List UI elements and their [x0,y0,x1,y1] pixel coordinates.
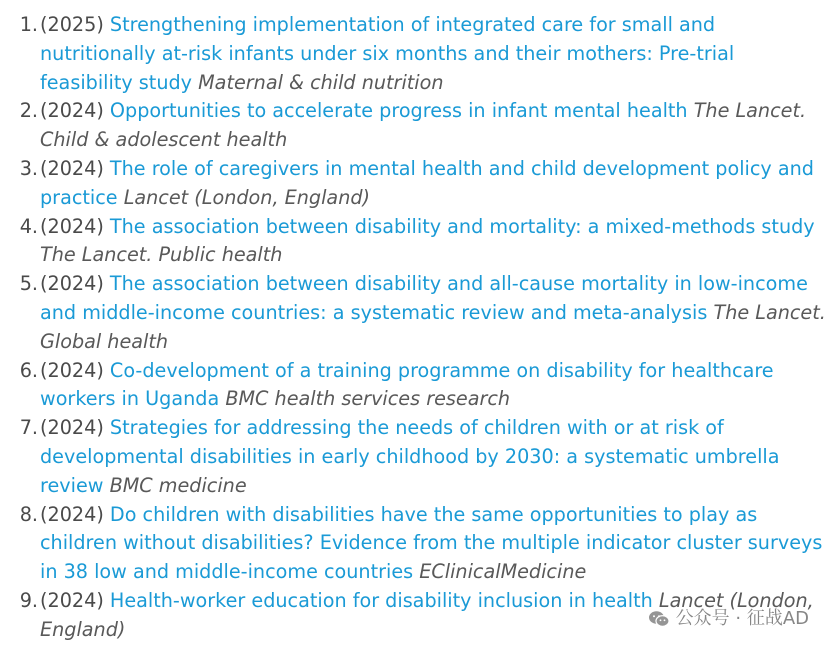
journal-name: Lancet (London, England) [40,588,814,641]
publication-item [0,97,835,155]
publication-item [0,270,835,356]
publication-year: (2025) [40,13,104,36]
publication-year: (2024) [40,358,104,382]
item-number: 7. [19,416,38,440]
publication-item [0,155,835,213]
publication-year: (2024) [40,588,104,612]
item-number: 1. [19,13,38,36]
publication-title-link[interactable]: Opportunities to accelerate progress in infant mental health [109,99,688,123]
journal-name: Lancet (London, England) [123,185,371,209]
item-number: 2. [19,99,38,123]
item-number: 6. [19,358,38,382]
journal-name: BMC medicine [109,473,247,497]
publication-year: (2024) [40,156,104,180]
publication-title-link[interactable]: Strengthening implementation of integrated care for small and nutritionally at-risk infants under six months and their mothers: Pre-trial feasibility study [40,13,735,94]
item-number: 3. [19,156,38,180]
publication-item [0,414,835,500]
publication-item [0,213,835,271]
publication-year: (2024) [40,502,104,526]
publication-title-link[interactable]: The association between disability and mortality: a mixed-methods study [109,214,815,238]
journal-name: BMC health services research [225,387,511,411]
publication-item [0,357,835,415]
watermark [648,608,809,630]
publication-title-link[interactable]: Strategies for addressing the needs of children with or at risk of developmental disabilities in early childhood by 2030: a systematic umbrella review [40,416,780,497]
item-number: 4. [19,214,38,238]
publication-title-link[interactable]: The association between disability and all-cause mortality in low-income and middle-income countries: a systematic review and meta-analysis [40,272,808,324]
journal-name: The Lancet. Global health [40,300,826,353]
publication-year: (2024) [40,272,104,296]
journal-name: The Lancet. Child & adolescent health [40,99,807,152]
item-number: 5. [19,272,38,296]
journal-name: The Lancet. Public health [40,243,283,267]
item-number: 8. [19,502,38,526]
publication-title-link[interactable]: Health-worker education for disability inclusion in health [109,588,653,612]
journal-name: Maternal & child nutrition [198,70,444,94]
publication-year: (2024) [40,416,104,440]
item-number: 9. [19,588,38,612]
publication-title-link[interactable]: Do children with disabilities have the same opportunities to play as children without disabilities? Evidence from the multiple indicator cluster surveys in 38 low and middle-income countries [40,502,823,584]
publication-item [0,11,835,97]
publication-year: (2024) [40,99,104,123]
publication-year: (2024) [40,214,104,238]
watermark-text: 公众号 · 征战AD [675,608,809,629]
publication-title-link[interactable]: Co-development of a training programme on disability for healthcare workers in Uganda [40,358,774,411]
journal-name: EClinicalMedicine [419,560,587,584]
publication-title-link[interactable]: The role of caregivers in mental health and child development policy and practice [40,156,814,209]
publication-item [0,501,835,587]
wechat-icon [648,610,670,628]
